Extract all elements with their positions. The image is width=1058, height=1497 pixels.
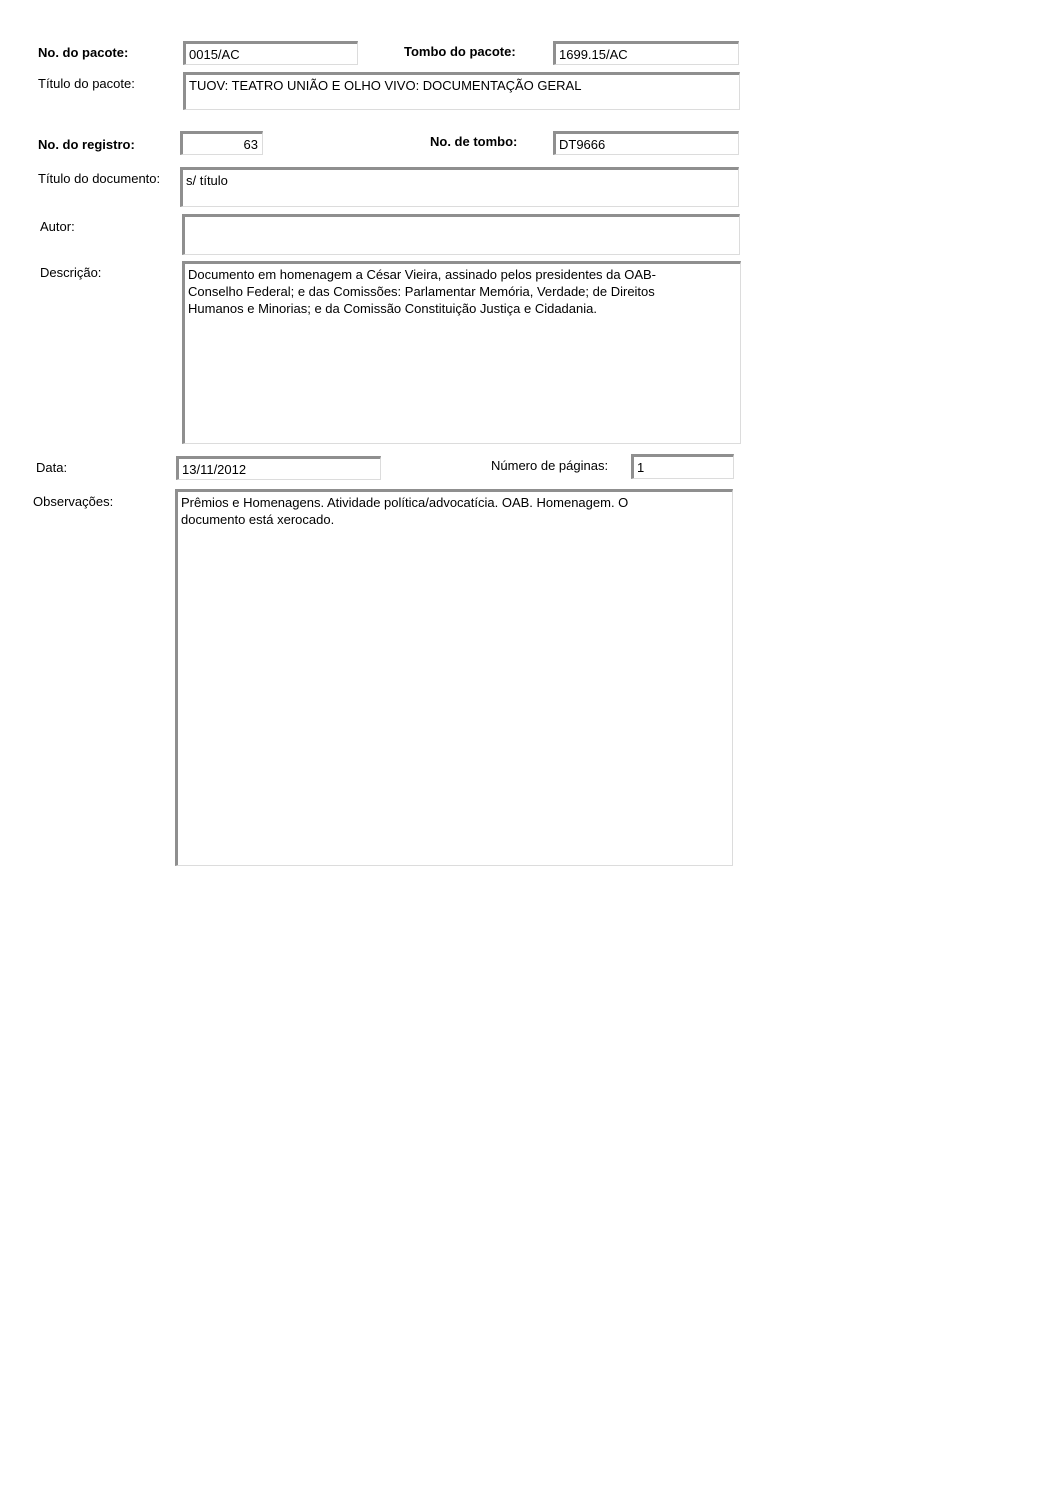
descricao-field[interactable]: Documento em homenagem a César Vieira, assinado pelos presidentes da OAB- Conselho Federal; e das Comissões: Parlamentar Memória, Verdade; de Direitos Humanos e Minorias; e da Comissão Constituição Justiça e Cidadania. — [182, 261, 741, 444]
tombo-pacote-label: Tombo do pacote: — [404, 44, 516, 59]
titulo-pacote-field[interactable]: TUOV: TEATRO UNIÃO E OLHO VIVO: DOCUMENTAÇÃO GERAL — [183, 72, 740, 110]
titulo-documento-label: Título do documento: — [38, 171, 161, 186]
data-field[interactable]: 13/11/2012 — [176, 456, 381, 480]
autor-label: Autor: — [40, 219, 75, 234]
numero-registro-label: No. do registro: — [38, 137, 135, 152]
observacoes-label: Observações: — [33, 494, 114, 509]
numero-tombo-label: No. de tombo: — [430, 134, 518, 149]
observacoes-field[interactable]: Prêmios e Homenagens. Atividade política/advocatícia. OAB. Homenagem. O documento está xerocado. — [175, 489, 733, 866]
numero-pacote-label: No. do pacote: — [38, 45, 129, 60]
numero-paginas-field[interactable]: 1 — [631, 454, 734, 479]
numero-paginas-label: Número de páginas: — [491, 458, 609, 473]
data-label: Data: — [36, 460, 68, 475]
numero-pacote-field[interactable]: 0015/AC — [183, 41, 358, 65]
numero-registro-field[interactable]: 63 — [180, 131, 263, 155]
tombo-pacote-field[interactable]: 1699.15/AC — [553, 41, 739, 65]
numero-tombo-field[interactable]: DT9666 — [553, 131, 739, 155]
titulo-pacote-label: Título do pacote: — [38, 76, 135, 91]
descricao-label: Descrição: — [40, 265, 102, 280]
titulo-documento-field[interactable]: s/ título — [180, 167, 739, 207]
autor-field[interactable] — [182, 214, 740, 255]
